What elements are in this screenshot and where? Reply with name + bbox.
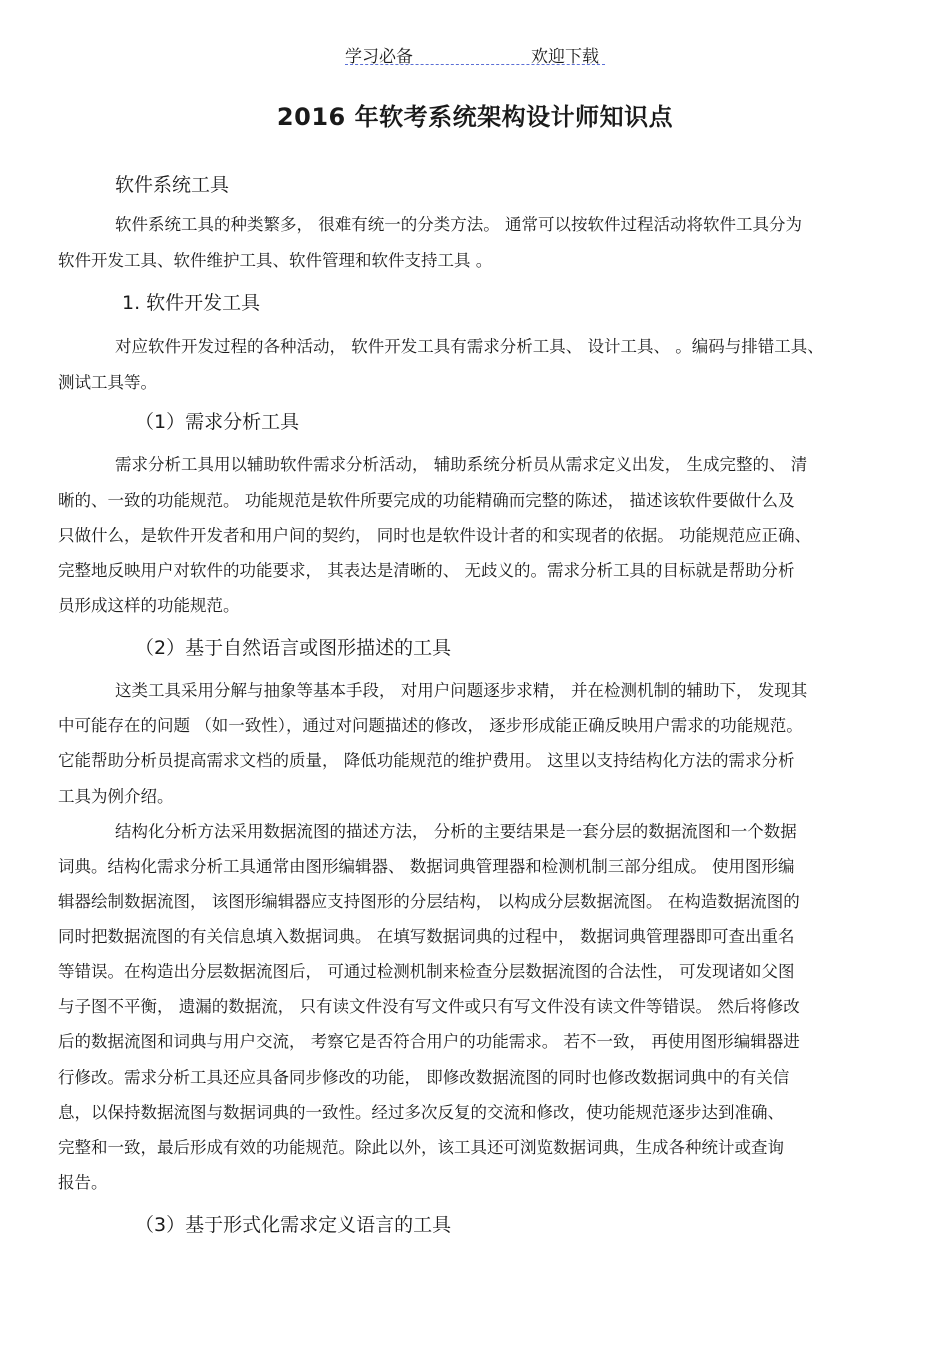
paragraph-line: 完整和一致，最后形成有效的功能规范。除此以外，该工具还可浏览数据词典，生成各种统计或查询	[58, 1138, 784, 1157]
paragraph-line: 它能帮助分析员提高需求文档的质量， 降低功能规范的维护费用。 这里以支持结构化方法的需求分析	[58, 751, 795, 770]
paragraph-line: 报告。	[58, 1173, 108, 1192]
paragraph-line: 完整地反映用户对软件的功能要求， 其表达是清晰的、 无歧义的。需求分析工具的目标就是帮助分析	[58, 561, 795, 580]
paragraph-line: 结构化分析方法采用数据流图的描述方法， 分析的主要结果是一套分层的数据流图和一个数据	[115, 822, 797, 841]
paragraph-line: 词典。结构化需求分析工具通常由图形编辑器、 数据词典管理器和检测机制三部分组成。 使用图形编	[58, 857, 795, 876]
paragraph-line: 软件系统工具的种类繁多， 很难有统一的分类方法。 通常可以按软件过程活动将软件工具分为	[115, 215, 802, 234]
document-title: 2016 年软考系统架构设计师知识点	[276, 103, 674, 131]
paragraph-line: 息，以保持数据流图与数据词典的一致性。经过多次反复的交流和修改，使功能规范逐步达到准确、	[58, 1103, 784, 1122]
paragraph-line: 这类工具采用分解与抽象等基本手段， 对用户问题逐步求精， 并在检测机制的辅助下， 发现其	[115, 681, 808, 700]
paragraph-line: 与子图不平衡， 遗漏的数据流， 只有读文件没有写文件或只有写文件没有读文件等错误。 然后将修改	[58, 997, 800, 1016]
header-right-text: 欢迎下载	[531, 47, 599, 67]
paragraph-line: 中可能存在的问题 （如一致性），通过对问题描述的修改， 逐步形成能正确反映用户需求的功能规范。	[58, 716, 803, 735]
paragraph-line: 行修改。需求分析工具还应具备同步修改的功能， 即修改数据流图的同时也修改数据词典中的有关信	[58, 1068, 790, 1087]
paragraph-line: 辑器绘制数据流图， 该图形编辑器应支持图形的分层结构， 以构成分层数据流图。 在构造数据流图的	[58, 892, 800, 911]
header-left-text: 学习必备	[345, 47, 413, 67]
paragraph-line: 对应软件开发过程的各种活动， 软件开发工具有需求分析工具、 设计工具、 。编码与排错工具、	[115, 337, 824, 356]
paragraph-line: 需求分析工具用以辅助软件需求分析活动， 辅助系统分析员从需求定义出发， 生成完整的、 清	[115, 455, 808, 474]
subsection-heading: （1）需求分析工具	[135, 411, 300, 433]
paragraph-line: 晰的、一致的功能规范。 功能规范是软件所要完成的功能精确而完整的陈述， 描述该软件要做什么及	[58, 491, 795, 510]
paragraph-line: 软件开发工具、软件维护工具、软件管理和软件支持工具 。	[58, 251, 493, 270]
paragraph-line: 等错误。在构造出分层数据流图后， 可通过检测机制来检查分层数据流图的合法性， 可发现诸如父图	[58, 962, 795, 981]
paragraph-line: 只做什么，是软件开发者和用户间的契约， 同时也是软件设计者的和实现者的依据。 功能规范应正确、	[58, 526, 811, 545]
paragraph-line: 同时把数据流图的有关信息填入数据词典。 在填写数据词典的过程中， 数据词典管理器即可查出重名	[58, 927, 795, 946]
subsection-heading: 1. 软件开发工具	[122, 292, 261, 314]
section-heading: 软件系统工具	[115, 174, 230, 196]
page-header	[345, 42, 605, 65]
paragraph-line: 后的数据流图和词典与用户交流， 考察它是否符合用户的功能需求。 若不一致， 再使用图形编辑器进	[58, 1032, 800, 1051]
paragraph-line: 工具为例介绍。	[58, 787, 174, 806]
paragraph-line: 测试工具等。	[58, 373, 157, 392]
subsection-heading: （3）基于形式化需求定义语言的工具	[135, 1214, 452, 1236]
paragraph-line: 员形成这样的功能规范。	[58, 596, 240, 615]
subsection-heading: （2）基于自然语言或图形描述的工具	[135, 637, 452, 659]
